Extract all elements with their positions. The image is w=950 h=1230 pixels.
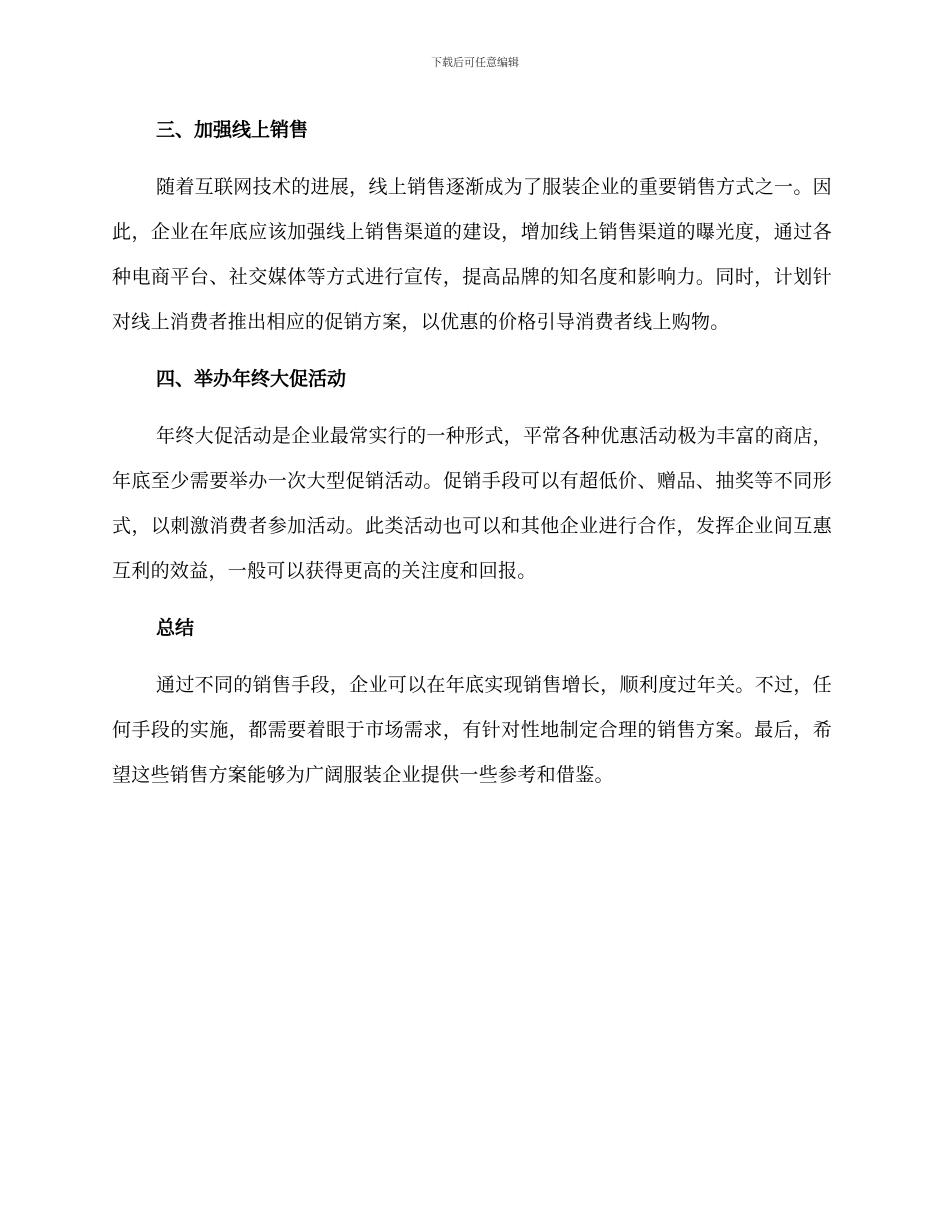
section-heading-summary: 总结 — [156, 617, 195, 639]
header-note: 下载后可任意编辑 — [431, 56, 519, 69]
section-paragraph-summary: 通过不同的销售手段，企业可以在年底实现销售增长，顺利度过年关。不过，任何手段的实施，都需要着眼于市场需求，有针对性地制定合理的销售方案。最后，希望这些销售方案能够为广阔服装企业提供一些参考和借鉴。 — [112, 674, 832, 786]
section-heading-online-sales: 三、加强线上销售 — [156, 119, 309, 141]
section-paragraph-year-end-promotion: 年终大促活动是企业最常实行的一种形式，平常各种优惠活动极为丰富的商店，年底至少需要举办一次大型促销活动。促销手段可以有超低价、赠品、抽奖等不同形式，以刺激消费者参加活动。此类活动也可以和其他企业进行合作，发挥企业间互惠互利的效益，一般可以获得更高的关注度和回报。 — [112, 425, 832, 582]
section-paragraph-online-sales: 随着互联网技术的进展，线上销售逐渐成为了服装企业的重要销售方式之一。因此，企业在年底应该加强线上销售渠道的建设，增加线上销售渠道的曝光度，通过各种电商平台、社交媒体等方式进行宣传，提高品牌的知名度和影响力。同时，计划针对线上消费者推出相应的促销方案，以优惠的价格引导消费者线上购物。 — [112, 176, 832, 333]
section-heading-year-end-promotion: 四、举办年终大促活动 — [156, 368, 347, 390]
document-body — [112, 108, 832, 810]
